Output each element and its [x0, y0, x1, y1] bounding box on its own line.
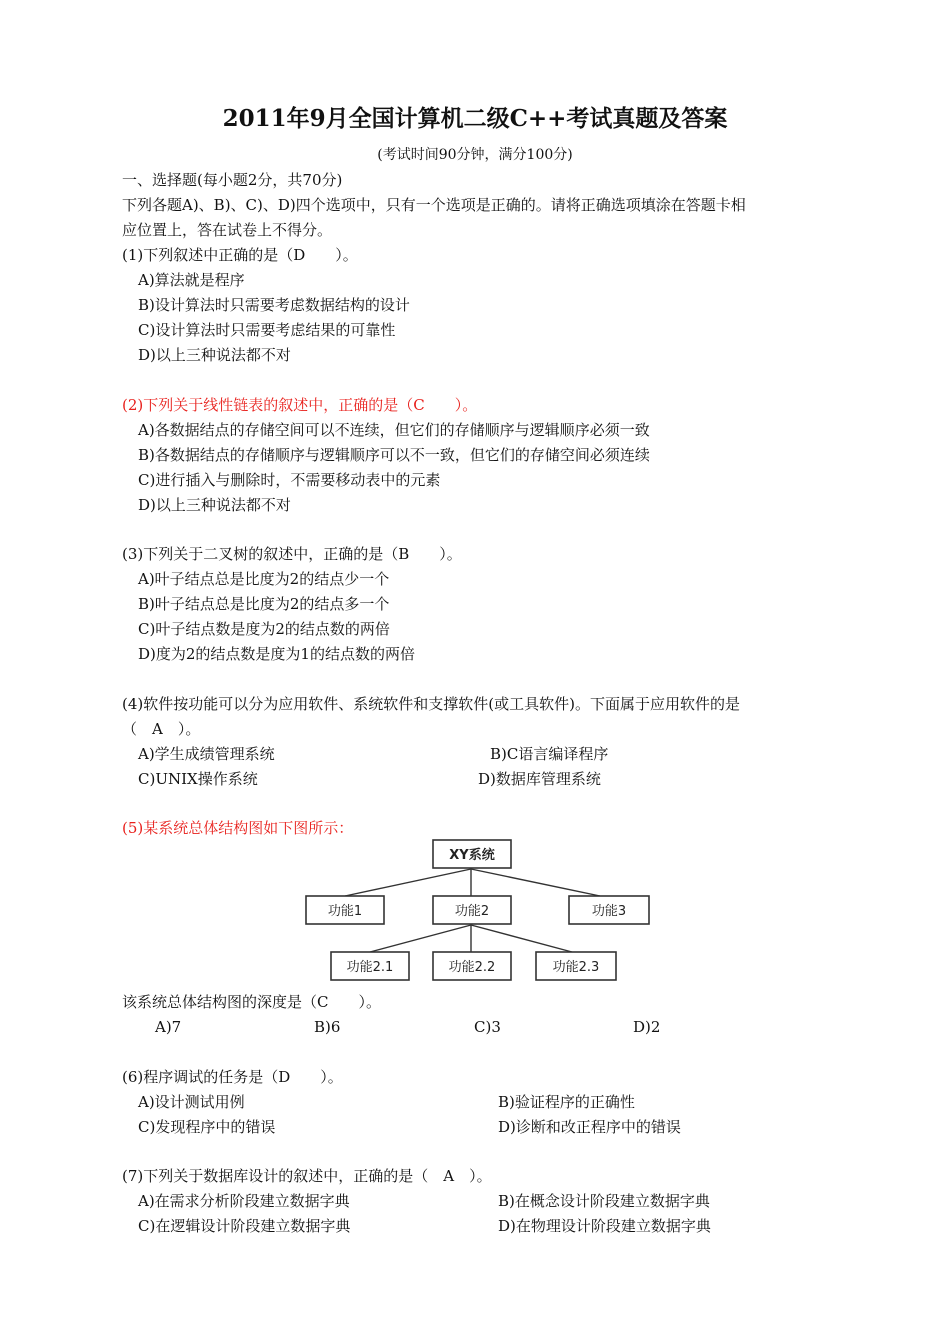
q2-option-b: B)各数据结点的存储顺序与逻辑顺序可以不一致，但它们的存储空间必须连续: [138, 446, 650, 464]
q2-option-d: D)以上三种说法都不对: [138, 496, 291, 514]
q5-option-b: B)6: [314, 1018, 341, 1036]
q4-option-c: C)UNIX操作系统: [138, 770, 258, 788]
q2-option-c: C)进行插入与删除时，不需要移动表中的元素: [138, 471, 441, 489]
diagram-label-2-2: 功能2.2: [448, 960, 496, 975]
q4-option-b: B)C语言编译程序: [490, 745, 609, 763]
q1-option-b: B)设计算法时只需要考虑数据结构的设计: [138, 296, 410, 314]
q2-option-a: A)各数据结点的存储空间可以不连续，但它们的存储顺序与逻辑顺序必须一致: [138, 421, 650, 439]
q7-option-b: B)在概念设计阶段建立数据字典: [498, 1192, 710, 1210]
exam-info: (考试时间90分钟，满分100分): [377, 147, 573, 163]
q6-option-a: A)设计测试用例: [138, 1093, 245, 1111]
diagram-label-3: 功能3: [591, 904, 627, 919]
instruction-line-2: 应位置上，答在试卷上不得分。: [122, 221, 333, 239]
q3-option-c: C)叶子结点数是度为2的结点数的两倍: [138, 620, 390, 638]
q1-option-c: C)设计算法时只需要考虑结果的可靠性: [138, 321, 396, 339]
q1-option-a: A)算法就是程序: [138, 271, 245, 289]
q6-option-c: C)发现程序中的错误: [138, 1118, 276, 1136]
q7-option-a: A)在需求分析阶段建立数据字典: [138, 1192, 350, 1210]
q4-option-a: A)学生成绩管理系统: [138, 745, 275, 763]
q4-stem-line-2: （ A ）。: [122, 720, 201, 738]
q3-option-d: D)度为2的结点数是度为1的结点数的两倍: [138, 645, 415, 663]
q7-stem: (7)下列关于数据库设计的叙述中，正确的是（ A ）。: [122, 1167, 492, 1185]
q6-option-b: B)验证程序的正确性: [498, 1093, 635, 1111]
structure-diagram: [300, 836, 660, 986]
q6-option-d: D)诊断和改正程序中的错误: [498, 1118, 681, 1136]
diagram-label-2-3: 功能2.3: [552, 960, 600, 975]
q5-stem: (5)某系统总体结构图如下图所示：: [122, 819, 354, 837]
q2-stem: (2)下列关于线性链表的叙述中，正确的是（C ）。: [122, 396, 478, 414]
diagram-label-1: 功能1: [327, 904, 363, 919]
q1-option-d: D)以上三种说法都不对: [138, 346, 291, 364]
q3-stem: (3)下列关于二叉树的叙述中，正确的是（B ）。: [122, 545, 462, 563]
page-title: 2011年9月全国计算机二级C++考试真题及答案: [222, 105, 728, 132]
q5-option-c: C)3: [474, 1018, 501, 1036]
instruction-line-1: 下列各题A)、B)、C)、D)四个选项中，只有一个选项是正确的。请将正确选项填涂在答题卡相: [122, 196, 746, 214]
diagram-label-2-1: 功能2.1: [346, 960, 394, 975]
section-heading: 一、选择题(每小题2分，共70分): [122, 171, 343, 189]
q3-option-b: B)叶子结点总是比度为2的结点多一个: [138, 595, 390, 613]
q4-stem-line-1: (4)软件按功能可以分为应用软件、系统软件和支撑软件(或工具软件)。下面属于应用软件的是: [122, 695, 740, 713]
diagram-label-2: 功能2: [454, 904, 490, 919]
q7-option-c: C)在逻辑设计阶段建立数据字典: [138, 1217, 351, 1235]
diagram-label-root: XY系统: [449, 848, 495, 863]
q3-option-a: A)叶子结点总是比度为2的结点少一个: [138, 570, 390, 588]
q7-option-d: D)在物理设计阶段建立数据字典: [498, 1217, 711, 1235]
q1-stem: (1)下列叙述中正确的是（D ）。: [122, 246, 358, 264]
q5-option-a: A)7: [155, 1018, 182, 1036]
q4-option-d: D)数据库管理系统: [478, 770, 601, 788]
q6-stem: (6)程序调试的任务是（D ）。: [122, 1068, 343, 1086]
q5-option-d: D)2: [633, 1018, 661, 1036]
q5-question: 该系统总体结构图的深度是（C ）。: [122, 993, 381, 1011]
